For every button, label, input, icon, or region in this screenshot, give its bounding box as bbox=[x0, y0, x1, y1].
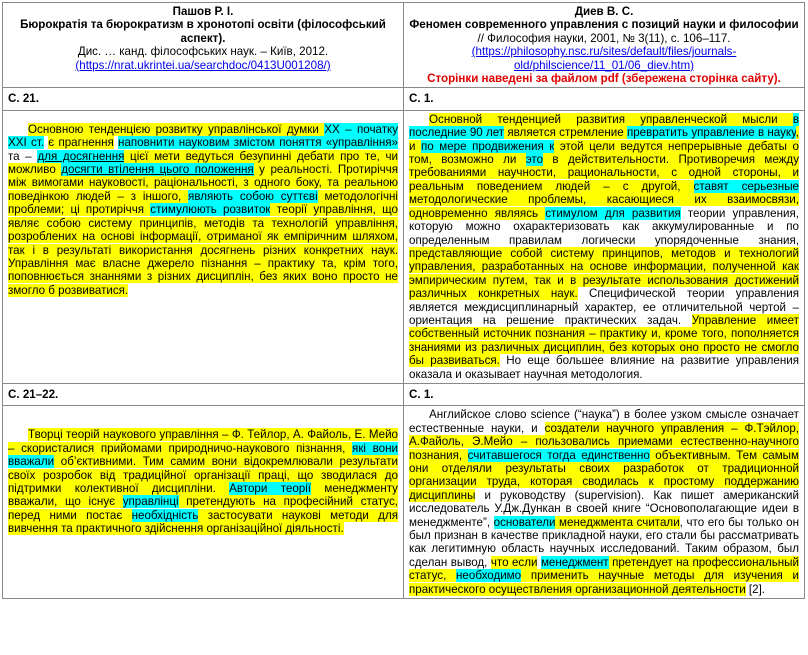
pages-row-1 bbox=[3, 88, 805, 110]
yellow-highlight: создатели научного управления – Ф.Тэйлор, А.Файоль, Э.Мейо – пользовались приемами естественно-научного познания, bbox=[409, 421, 800, 462]
right-source: // Философия науки, 2001, № 3(11), с. 106–117. bbox=[477, 31, 731, 45]
cyan-highlight: стимулом для развития bbox=[545, 206, 681, 220]
left-source-cell bbox=[3, 3, 404, 88]
right-note: Сторінки наведені за файлом pdf (збережена сторінка сайту). bbox=[427, 72, 781, 86]
yellow-highlight: менеджмента считали bbox=[555, 515, 680, 529]
right-author: Диев В. С. bbox=[574, 5, 634, 18]
cyan-highlight: наповнити науковим змістом поняття «управління» bbox=[118, 136, 398, 150]
cyan-highlight: управлінці bbox=[122, 495, 179, 509]
right-text-cell-1 bbox=[404, 110, 805, 383]
yellow-highlight: методологічні проблеми; ці протиріччя bbox=[8, 189, 398, 217]
plain-text: теории управления, которую можно охарактеризовать как аккумулированные и по определенным правилам логически упорядоченные знания, bbox=[409, 206, 799, 247]
cyan-highlight: стимулюють розвиток bbox=[150, 203, 271, 217]
cyan-highlight: досягти втілення цього положення bbox=[61, 163, 254, 177]
yellow-highlight: претендують на професійний статус, перед ними постає bbox=[8, 495, 398, 522]
yellow-highlight: Основною тенденцією розвитку управлінської думки bbox=[28, 122, 325, 136]
yellow-highlight: об’єктивними. Тим самим вони відокремлювали результати своїх розробок від традиційної організації праці, що зводилася до підтримки колективної дисципліни. bbox=[8, 455, 398, 495]
right-pages-2: С. 1. bbox=[404, 383, 805, 405]
right-link[interactable]: (https://philosophy.nsc.ru/sites/default/files/journals-old/philscience/11_01/06_diev.htm) bbox=[471, 45, 737, 72]
left-source: Дис. … канд. філософських наук. – Київ, 2012. bbox=[77, 45, 329, 59]
cyan-highlight: являють собою суттєві bbox=[188, 189, 318, 203]
comparison-table bbox=[2, 2, 805, 599]
left-text-2 bbox=[8, 428, 398, 535]
left-text-cell-2 bbox=[3, 406, 404, 599]
yellow-highlight: цієї мети ведуться безупинні дебати про те, чи можливо bbox=[8, 149, 398, 177]
plain-text: Английское слово science (“наука”) в более узком смысле означает естественные науки, и bbox=[409, 408, 799, 435]
text-row-2 bbox=[3, 406, 805, 599]
yellow-highlight: є прагнення bbox=[48, 136, 114, 150]
cyan-highlight: ставят серьезные bbox=[693, 179, 799, 193]
cyan-highlight: превратить управление в науку bbox=[626, 126, 796, 140]
plain-text: [2]. bbox=[745, 582, 766, 596]
yellow-highlight: представляющие собой систему принципов, методов и технологий управления, разработанных на основе информации, полученной как эмпирическим путем, так и в результате использования достижений различных конкретных наук. bbox=[409, 246, 799, 301]
yellow-highlight: застосувати наукові методи для вивчення та практичного здійснення організаційної діяльності. bbox=[8, 508, 398, 536]
cyan-highlight: по мере продвижения к bbox=[421, 139, 555, 153]
cyan-highlight: считавшегося тогда единственно bbox=[467, 448, 650, 462]
right-pages-1: С. 1. bbox=[404, 88, 805, 110]
yellow-highlight: Управление имеет собственный источник познания – практику и, кроме того, пополняется знаниями из различных дисциплин, без которых оно просто не смогло бы развиваться. bbox=[409, 313, 799, 368]
cyan-highlight: необходимо bbox=[456, 569, 522, 583]
left-title: Бюрократія та бюрократизм в хронотопі освіти (філософський аспект). bbox=[20, 18, 386, 45]
plain-text: та – bbox=[8, 149, 38, 163]
cyan-highlight: необхідність bbox=[131, 508, 199, 522]
right-text-cell-2 bbox=[404, 406, 805, 599]
plain-text: и руководству (supervision). Как пишет американский исследователь У.Дж.Дункан в своей книге “Основополагающие идеи в менеджменте”, bbox=[409, 488, 799, 529]
left-pages-1: С. 21. bbox=[3, 88, 404, 110]
left-pages-2: С. 21–22. bbox=[3, 383, 404, 405]
right-text-2 bbox=[409, 408, 799, 596]
yellow-highlight: объективным. Тем самым они отделяли результаты своих разработок от традиционной организации труда, которая сводилась к простому поддержанию дисциплины bbox=[409, 448, 799, 502]
cyan-highlight: Автори теорії bbox=[229, 482, 312, 495]
yellow-highlight: Основной тенденцией развития управленческой мысли bbox=[429, 112, 793, 126]
yellow-highlight: методологические проблемы, касающиеся их взаимосвязи, одновременно являясь bbox=[409, 193, 799, 220]
plain-text: , что его бы только он был признан в качестве прикладной науки, его стали бы рассматривать как легитимную область научных исследований. Таким образом, был сделан вывод, bbox=[409, 515, 799, 569]
yellow-highlight: у реальності. Протиріччя між вимогами науковості, раціональності, з одного боку, та реальною поведінкою людей – з іншого, bbox=[8, 163, 399, 203]
header-row bbox=[3, 3, 805, 88]
yellow-highlight: применить научные методы для изучения и практического осуществления организационной деятельности bbox=[409, 569, 799, 596]
cyan-highlight: в последние 90 лет bbox=[409, 112, 799, 140]
pages-row-2 bbox=[3, 383, 805, 405]
left-author: Пашов Р. І. bbox=[172, 5, 234, 18]
yellow-highlight: Творці теорій наукового управління – Ф. Тейлор, А. Файоль, Е. Мейо – скористалися прийомами природничо-наукового пізнання, bbox=[8, 428, 398, 455]
cyan-highlight: для досягнення bbox=[37, 149, 125, 163]
right-text-1 bbox=[409, 113, 799, 381]
yellow-highlight: что если bbox=[490, 555, 538, 569]
left-text-1 bbox=[8, 123, 398, 297]
yellow-highlight: , и bbox=[409, 126, 799, 153]
plain-text: Но еще большее влияние на развитие управления оказала и оказывает научная методология. bbox=[409, 354, 799, 381]
yellow-highlight: является стремление bbox=[504, 126, 627, 140]
right-source-cell bbox=[404, 3, 805, 88]
cyan-highlight: менеджмент bbox=[540, 555, 609, 569]
cyan-highlight: это bbox=[525, 153, 544, 167]
plain-text: Специфической теории управления является междисциплинарный характер, ее отличительной чертой – ориентация на решение практических задач. bbox=[409, 287, 800, 327]
text-row-1 bbox=[3, 110, 805, 383]
yellow-highlight: в действительности. Противоречия между требованиями научности, рациональности, с одной стороны, и реальным поведением людей – с другой, bbox=[409, 153, 799, 193]
cyan-highlight: основатели bbox=[493, 515, 556, 529]
cyan-highlight: ХХ – початку ХХІ ст. bbox=[8, 122, 398, 150]
yellow-highlight: этой цели ведутся непрерывные дебаты о том, возможно ли bbox=[409, 139, 799, 167]
yellow-highlight: претендует на профессиональный статус, bbox=[409, 555, 799, 583]
yellow-highlight: менеджменту вважали, що існує bbox=[8, 482, 398, 509]
cyan-highlight: які вони вважали bbox=[8, 441, 398, 469]
yellow-highlight: теорії управління, що являє собою систему принципів, методів та технологій управління, розроблених на основі інформації, отриманої як емпіричним шляхом, так і в результаті використання досягнень різних конкретних наук. Управління має власне джерело пізнання – практику та, крім того, поповнюється знаннями з різних дисциплін, без яких воно просто не змогло б розвиватися. bbox=[8, 203, 398, 297]
right-title: Феномен современного управления с позиций науки и философии bbox=[409, 18, 799, 32]
left-link[interactable]: (https://nrat.ukrintei.ua/searchdoc/0413U001208/) bbox=[75, 58, 331, 72]
left-text-cell-1 bbox=[3, 110, 404, 383]
